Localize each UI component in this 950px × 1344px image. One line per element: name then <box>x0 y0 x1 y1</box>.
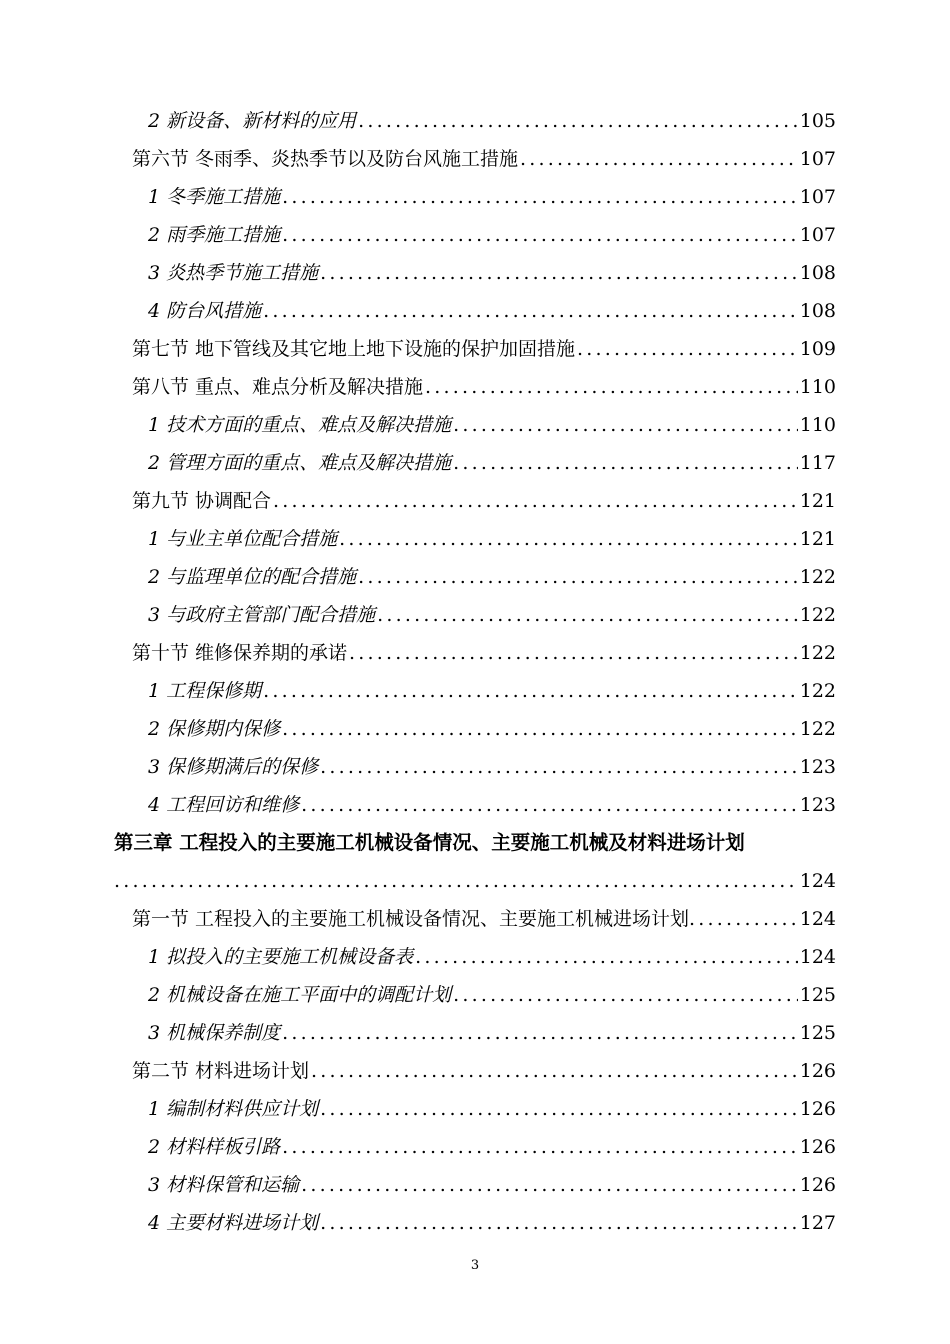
toc-leader-dots <box>377 603 798 627</box>
toc-entry[interactable] <box>148 1159 836 1197</box>
toc-entry-page: 122 <box>799 566 836 588</box>
toc-entry[interactable] <box>132 361 836 399</box>
toc-entry-page: 123 <box>799 794 836 816</box>
toc-entry-page: 110 <box>799 376 836 398</box>
toc-entry-label: 2 机械设备在施工平面中的调配计划 <box>148 984 452 1006</box>
toc-entry-page: 107 <box>799 186 836 208</box>
toc-leader-dots <box>114 869 798 893</box>
toc-entry-label: 2 与监理单位的配合措施 <box>148 566 357 588</box>
toc-entry-page: 122 <box>799 680 836 702</box>
toc-leader-dots <box>263 299 798 323</box>
toc-entry-label: 第九节 协调配合 <box>132 490 272 512</box>
toc-leader-dots <box>349 641 798 665</box>
toc-entry-label: 1 与业主单位配合措施 <box>148 528 338 550</box>
toc-entry[interactable] <box>148 665 836 703</box>
toc-leader-dots <box>301 1173 798 1197</box>
toc-entry-page: 109 <box>799 338 836 360</box>
toc-leader-dots <box>520 147 798 171</box>
toc-entry-label: 第一节 工程投入的主要施工机械设备情况、主要施工机械进场计划 <box>132 908 690 930</box>
toc-entry[interactable] <box>132 627 836 665</box>
toc-entry[interactable] <box>132 475 836 513</box>
toc-entry-page: 107 <box>799 224 836 246</box>
toc-entry-page: 121 <box>799 528 836 550</box>
toc-leader-dots <box>358 565 798 589</box>
toc-entry-page: 126 <box>799 1136 836 1158</box>
toc-entry[interactable] <box>148 1007 836 1045</box>
toc-entry[interactable] <box>148 247 836 285</box>
toc-entry[interactable] <box>148 285 836 323</box>
toc-entry-page: 110 <box>799 414 836 436</box>
toc-entry-label: 第十节 维修保养期的承诺 <box>132 642 348 664</box>
toc-entry-label: 1 冬季施工措施 <box>148 186 281 208</box>
toc-entry-label: 第六节 冬雨季、炎热季节以及防台风施工措施 <box>132 148 519 170</box>
toc-entry-label: 2 雨季施工措施 <box>148 224 281 246</box>
toc-entry-label: 2 材料样板引路 <box>148 1136 281 1158</box>
toc-entry-label: 2 保修期内保修 <box>148 718 281 740</box>
toc-leader-dots <box>282 185 798 209</box>
toc-entry-label: 4 工程回访和维修 <box>148 794 300 816</box>
toc-leader-dots <box>577 337 798 361</box>
toc-entry[interactable] <box>148 931 836 969</box>
toc-entry[interactable] <box>148 741 836 779</box>
toc-entry[interactable] <box>148 589 836 627</box>
toc-entry-page: 124 <box>799 946 836 968</box>
toc-entry-label: 第七节 地下管线及其它地上地下设施的保护加固措施 <box>132 338 576 360</box>
toc-leader-dots <box>425 375 798 399</box>
page-number-footer: 3 <box>470 1258 480 1273</box>
toc-entry[interactable] <box>148 969 836 1007</box>
toc-entry-page: 127 <box>799 1212 836 1234</box>
toc-entry-label: 3 炎热季节施工措施 <box>148 262 319 284</box>
toc-entry-label: 3 机械保养制度 <box>148 1022 281 1044</box>
toc-entry[interactable] <box>148 437 836 475</box>
toc-leader-dots <box>453 451 798 475</box>
toc-leader-dots <box>320 1097 798 1121</box>
toc-entry-page: 126 <box>799 1060 836 1082</box>
toc-leader-dots <box>339 527 798 551</box>
toc-leader-dots <box>282 1021 798 1045</box>
toc-entry-page: 125 <box>799 984 836 1006</box>
toc-entry-label: 3 与政府主管部门配合措施 <box>148 604 376 626</box>
toc-chapter-label: 第三章 工程投入的主要施工机械设备情况、主要施工机械及材料进场计划 <box>114 831 745 854</box>
toc-entry-page: 124 <box>799 870 836 892</box>
toc-entry[interactable] <box>148 1197 836 1235</box>
toc-entry-label: 4 主要材料进场计划 <box>148 1212 319 1234</box>
toc-entry-page: 121 <box>799 490 836 512</box>
toc-entry[interactable] <box>148 399 836 437</box>
toc-chapter-leader[interactable] <box>114 855 836 893</box>
toc-entry-page: 105 <box>799 110 836 132</box>
toc-entry[interactable] <box>148 1121 836 1159</box>
toc-leader-dots <box>311 1059 798 1083</box>
toc-entry[interactable] <box>148 513 836 551</box>
toc-entry-label: 2 新设备、新材料的应用 <box>148 110 357 132</box>
toc-leader-dots <box>320 755 798 779</box>
toc-entry-page: 124 <box>799 908 836 930</box>
toc-leader-dots <box>263 679 798 703</box>
toc-leader-dots <box>453 413 798 437</box>
toc-leader-dots <box>415 945 798 969</box>
toc-leader-dots <box>282 1135 798 1159</box>
toc-entry-page: 126 <box>799 1098 836 1120</box>
toc-entry[interactable] <box>132 133 836 171</box>
toc-entry-label: 1 拟投入的主要施工机械设备表 <box>148 946 414 968</box>
toc-entry-page: 122 <box>799 718 836 740</box>
toc-entry-page: 107 <box>799 148 836 170</box>
toc-chapter-heading[interactable] <box>114 817 836 855</box>
toc-entry-page: 108 <box>799 262 836 284</box>
toc-entry-page: 117 <box>799 452 836 474</box>
toc-leader-dots <box>301 793 798 817</box>
toc-entry[interactable] <box>148 171 836 209</box>
toc-leader-dots <box>320 1211 798 1235</box>
toc-entry-label: 1 技术方面的重点、难点及解决措施 <box>148 414 452 436</box>
toc-entry[interactable] <box>132 1045 836 1083</box>
toc-entry-label: 2 管理方面的重点、难点及解决措施 <box>148 452 452 474</box>
toc-entry-label: 1 编制材料供应计划 <box>148 1098 319 1120</box>
toc-leader-dots <box>453 983 798 1007</box>
toc-entry-page: 108 <box>799 300 836 322</box>
toc-entry[interactable] <box>148 209 836 247</box>
toc-leader-dots <box>689 907 800 931</box>
toc-entry-label: 第二节 材料进场计划 <box>132 1060 310 1082</box>
toc-entry[interactable] <box>132 323 836 361</box>
toc-entry[interactable] <box>148 551 836 589</box>
toc-leader-dots <box>358 109 798 133</box>
toc-entry[interactable] <box>132 893 836 931</box>
toc-entry-page: 122 <box>799 642 836 664</box>
toc-entry-page: 123 <box>799 756 836 778</box>
toc-entry-label: 1 工程保修期 <box>148 680 262 702</box>
toc-leader-dots <box>282 223 798 247</box>
toc-entry-page: 122 <box>799 604 836 626</box>
toc-entry[interactable] <box>148 779 836 817</box>
toc-entry[interactable] <box>148 95 836 133</box>
toc-entry-label: 3 材料保管和运输 <box>148 1174 300 1196</box>
toc-entry-label: 第八节 重点、难点分析及解决措施 <box>132 376 424 398</box>
toc-entry-page: 126 <box>799 1174 836 1196</box>
toc-leader-dots <box>320 261 798 285</box>
toc-entry-label: 4 防台风措施 <box>148 300 262 322</box>
toc-entry[interactable] <box>148 1083 836 1121</box>
toc-leader-dots <box>282 717 798 741</box>
toc-entry[interactable] <box>148 703 836 741</box>
toc-entry-label: 3 保修期满后的保修 <box>148 756 319 778</box>
toc-entry-page: 125 <box>799 1022 836 1044</box>
toc-leader-dots <box>273 489 798 513</box>
